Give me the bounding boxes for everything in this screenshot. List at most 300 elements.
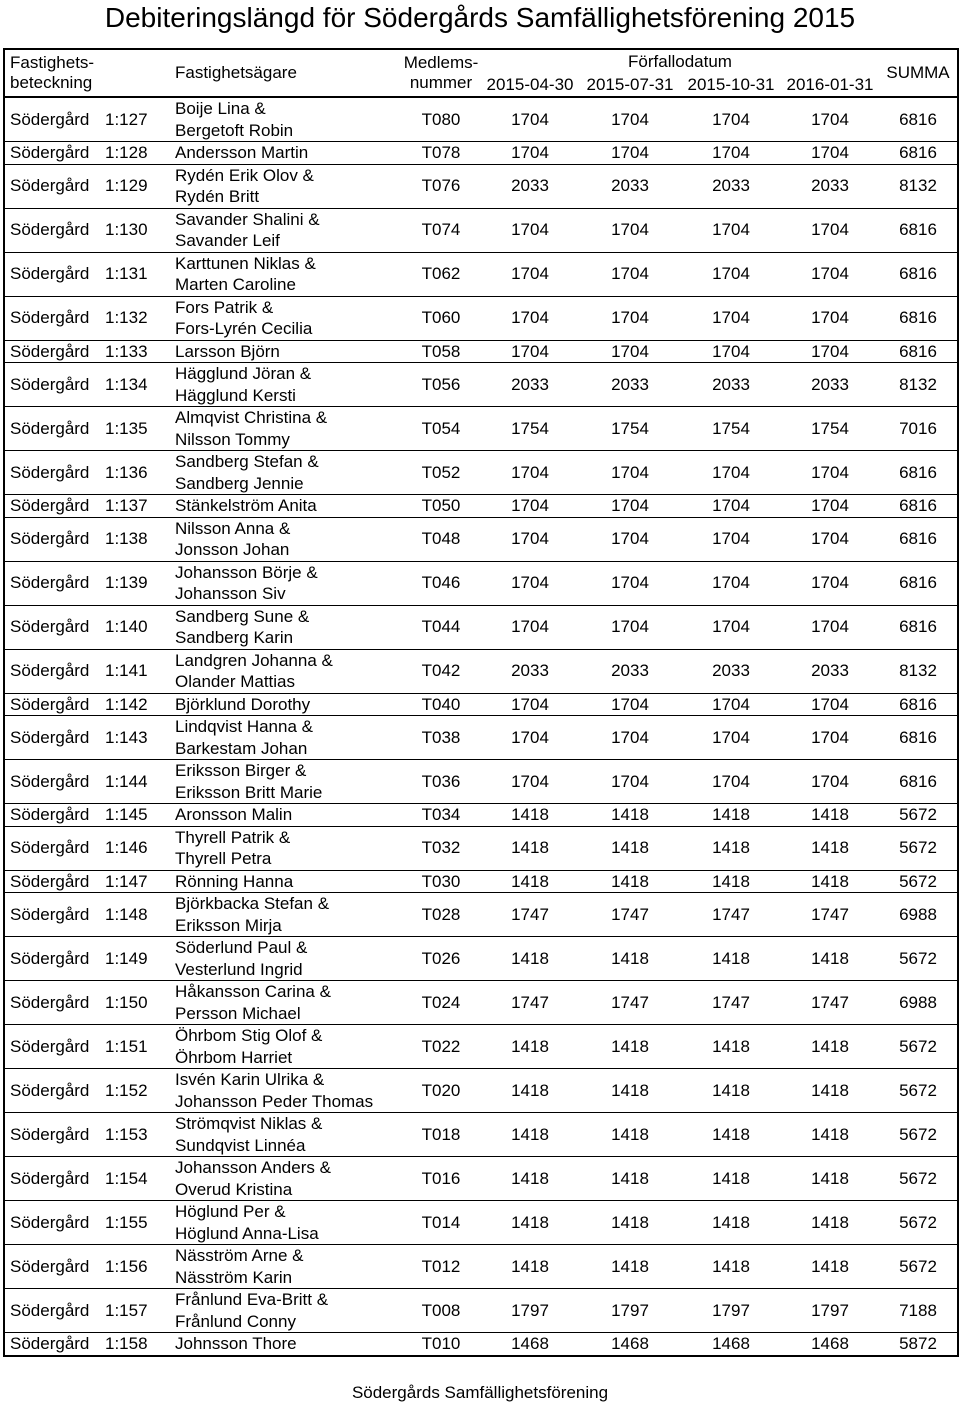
owner-cell (171, 296, 401, 340)
table-row (4, 1201, 958, 1245)
due-amount: 1704 (781, 142, 879, 165)
owner-cell (171, 716, 401, 760)
property-cell (4, 495, 171, 518)
property-area: Södergård (10, 529, 90, 549)
due-amount: 1418 (781, 1157, 879, 1201)
due-amount: 1418 (681, 1069, 781, 1113)
property-plot: 1:134 (105, 374, 148, 394)
owner-cell (171, 649, 401, 693)
sum-amount: 6988 (879, 893, 958, 937)
due-amount: 1704 (781, 693, 879, 716)
due-amount: 1704 (681, 97, 781, 142)
sum-amount: 6816 (879, 252, 958, 296)
property-plot: 1:148 (105, 904, 148, 924)
property-cell (4, 804, 171, 827)
due-amount: 1704 (481, 760, 579, 804)
sum-amount: 5672 (879, 870, 958, 893)
property-area: Södergård (10, 1212, 90, 1232)
due-amount: 1418 (781, 1245, 879, 1289)
owner-name: Eriksson Britt Marie (175, 782, 323, 802)
owner-name: Sandberg Jennie (175, 473, 304, 493)
owner-cell (171, 804, 401, 827)
member-number: T040 (401, 693, 481, 716)
due-amount: 1704 (481, 693, 579, 716)
property-plot: 1:151 (105, 1036, 148, 1056)
property-plot: 1:156 (105, 1256, 148, 1276)
table-row (4, 605, 958, 649)
sum-amount: 7016 (879, 407, 958, 451)
property-cell (4, 826, 171, 870)
owner-cell (171, 893, 401, 937)
property-cell (4, 1113, 171, 1157)
due-amount: 1704 (481, 252, 579, 296)
due-amount: 1418 (579, 870, 681, 893)
due-amount: 1418 (481, 826, 579, 870)
due-amount: 1754 (681, 407, 781, 451)
property-area: Södergård (10, 341, 90, 361)
due-amount: 2033 (681, 649, 781, 693)
sum-amount: 6816 (879, 605, 958, 649)
due-amount: 1704 (681, 693, 781, 716)
member-number: T054 (401, 407, 481, 451)
due-amount: 1747 (579, 893, 681, 937)
member-number: T032 (401, 826, 481, 870)
due-amount: 1418 (481, 1069, 579, 1113)
property-area: Södergård (10, 694, 90, 714)
due-amount: 1704 (681, 517, 781, 561)
header-due-date: 2016-01-31 (781, 73, 879, 97)
owner-name: Barkestam Johan (175, 738, 308, 758)
member-number: T074 (401, 208, 481, 252)
due-amount: 1704 (481, 517, 579, 561)
due-amount: 1747 (781, 893, 879, 937)
due-amount: 1704 (781, 716, 879, 760)
property-area: Södergård (10, 573, 90, 593)
due-amount: 1418 (781, 870, 879, 893)
member-number: T046 (401, 561, 481, 605)
due-amount: 1704 (579, 716, 681, 760)
owner-name: Sandberg Stefan & (175, 452, 319, 471)
property-area: Södergård (10, 1334, 90, 1353)
due-amount: 1704 (681, 716, 781, 760)
owner-name: Näsström Arne & (175, 1246, 304, 1265)
sum-amount: 5672 (879, 826, 958, 870)
owner-cell (171, 208, 401, 252)
owner-name: Johansson Anders & (175, 1158, 331, 1177)
table-row (4, 1245, 958, 1289)
due-amount: 1704 (681, 561, 781, 605)
member-number: T062 (401, 252, 481, 296)
property-plot: 1:155 (105, 1212, 148, 1232)
owner-name: Frånlund Eva-Britt & (175, 1290, 329, 1309)
owner-cell (171, 826, 401, 870)
member-number: T056 (401, 363, 481, 407)
due-amount: 1704 (781, 296, 879, 340)
due-amount: 1747 (781, 981, 879, 1025)
due-amount: 1704 (681, 340, 781, 363)
table-row (4, 164, 958, 208)
member-number: T020 (401, 1069, 481, 1113)
header-owner: Fastighetsägare (171, 49, 401, 97)
owner-name: Bergetoft Robin (175, 120, 294, 140)
owner-name: Söderlund Paul & (175, 938, 308, 957)
member-number: T060 (401, 296, 481, 340)
table-row (4, 893, 958, 937)
sum-amount: 5872 (879, 1333, 958, 1356)
due-amount: 1797 (781, 1289, 879, 1333)
due-amount: 1418 (481, 1201, 579, 1245)
due-amount: 1418 (481, 1245, 579, 1289)
owner-name: Lindqvist Hanna & (175, 717, 313, 736)
property-plot: 1:154 (105, 1168, 148, 1188)
due-amount: 2033 (681, 363, 781, 407)
owner-name: Thyrell Patrik & (175, 827, 291, 847)
property-plot: 1:130 (105, 220, 148, 240)
due-amount: 1704 (481, 495, 579, 518)
property-plot: 1:145 (105, 805, 148, 824)
owner-name: Aronsson Malin (175, 805, 293, 824)
property-cell (4, 870, 171, 893)
owner-cell (171, 407, 401, 451)
due-amount: 1704 (681, 605, 781, 649)
due-amount: 1418 (681, 1025, 781, 1069)
due-amount: 1418 (681, 1201, 781, 1245)
property-plot: 1:150 (105, 992, 148, 1012)
owner-name: Frånlund Conny (175, 1311, 296, 1331)
table-row (4, 1025, 958, 1069)
header-member (401, 49, 481, 97)
due-amount: 1418 (579, 1069, 681, 1113)
due-amount: 1418 (681, 937, 781, 981)
due-amount: 1754 (579, 407, 681, 451)
member-number: T012 (401, 1245, 481, 1289)
table-row (4, 870, 958, 893)
owner-name: Fors-Lyrén Cecilia (175, 319, 313, 338)
owner-cell (171, 495, 401, 518)
due-amount: 1704 (781, 340, 879, 363)
member-number: T044 (401, 605, 481, 649)
property-area: Södergård (10, 805, 90, 824)
owner-name: Öhrbom Stig Olof & (175, 1026, 323, 1045)
property-area: Södergård (10, 264, 90, 284)
owner-cell (171, 1113, 401, 1157)
sum-amount: 6816 (879, 495, 958, 518)
due-amount: 1797 (681, 1289, 781, 1333)
due-amount: 1704 (681, 208, 781, 252)
due-amount: 1704 (579, 451, 681, 495)
property-cell (4, 451, 171, 495)
due-amount: 1468 (579, 1333, 681, 1356)
header-property (4, 49, 171, 97)
owner-cell (171, 1069, 401, 1113)
property-cell (4, 97, 171, 142)
sum-amount: 5672 (879, 937, 958, 981)
due-amount: 1418 (481, 937, 579, 981)
property-area: Södergård (10, 1256, 90, 1276)
owner-cell (171, 937, 401, 981)
owner-cell (171, 1201, 401, 1245)
due-amount: 1704 (781, 97, 879, 142)
member-number: T050 (401, 495, 481, 518)
due-amount: 1704 (781, 561, 879, 605)
owner-cell (171, 517, 401, 561)
owner-cell (171, 870, 401, 893)
owner-name: Overud Kristina (175, 1179, 293, 1199)
owner-name: Boije Lina & (175, 99, 266, 118)
owner-name: Eriksson Birger & (175, 761, 307, 780)
property-cell (4, 252, 171, 296)
table-header (4, 49, 958, 97)
sum-amount: 6816 (879, 716, 958, 760)
due-amount: 1704 (579, 495, 681, 518)
owner-name: Näsström Karin (175, 1267, 293, 1287)
property-plot: 1:129 (105, 176, 148, 196)
member-number: T030 (401, 870, 481, 893)
owner-name: Almqvist Christina & (175, 408, 328, 427)
due-amount: 1704 (579, 760, 681, 804)
owner-name: Eriksson Mirja (175, 915, 282, 935)
due-amount: 2033 (481, 164, 579, 208)
due-amount: 1418 (681, 826, 781, 870)
property-cell (4, 716, 171, 760)
due-amount: 1704 (781, 605, 879, 649)
due-amount: 1418 (579, 1201, 681, 1245)
owner-name: Fors Patrik & (175, 297, 274, 317)
table-row (4, 716, 958, 760)
due-amount: 1704 (781, 252, 879, 296)
property-cell (4, 407, 171, 451)
property-area: Södergård (10, 1036, 90, 1056)
due-amount: 1418 (579, 937, 681, 981)
owner-cell (171, 340, 401, 363)
property-cell (4, 1289, 171, 1333)
owner-name: Andersson Martin (175, 143, 309, 162)
due-amount: 1797 (579, 1289, 681, 1333)
table-row (4, 1069, 958, 1113)
owner-name: Vesterlund Ingrid (175, 959, 303, 979)
due-amount: 1468 (681, 1333, 781, 1356)
header-member-line1: Medlems- (403, 53, 479, 72)
table-body (4, 97, 958, 1356)
owner-name: Larsson Björn (175, 341, 280, 361)
property-plot: 1:137 (105, 496, 148, 515)
property-area: Södergård (10, 1300, 90, 1320)
property-plot: 1:139 (105, 573, 148, 593)
owner-cell (171, 363, 401, 407)
owner-name: Jonsson Johan (175, 540, 290, 559)
sum-amount: 8132 (879, 649, 958, 693)
member-number: T026 (401, 937, 481, 981)
table-row (4, 760, 958, 804)
property-area: Södergård (10, 727, 90, 747)
property-area: Södergård (10, 109, 90, 129)
member-number: T042 (401, 649, 481, 693)
due-amount: 2033 (781, 363, 879, 407)
table-row (4, 407, 958, 451)
sum-amount: 6816 (879, 517, 958, 561)
property-plot: 1:157 (105, 1300, 148, 1320)
sum-amount: 6816 (879, 208, 958, 252)
owner-name: Björkbacka Stefan & (175, 894, 330, 913)
due-amount: 2033 (579, 363, 681, 407)
property-cell (4, 760, 171, 804)
property-area: Södergård (10, 220, 90, 240)
sum-amount: 6988 (879, 981, 958, 1025)
sum-amount: 5672 (879, 1201, 958, 1245)
table-row (4, 1113, 958, 1157)
due-amount: 1704 (481, 716, 579, 760)
due-amount: 1704 (481, 561, 579, 605)
owner-name: Höglund Per & (175, 1202, 286, 1221)
due-amount: 1754 (781, 407, 879, 451)
owner-name: Hägglund Jöran & (175, 364, 312, 383)
property-cell (4, 893, 171, 937)
member-number: T036 (401, 760, 481, 804)
property-plot: 1:144 (105, 771, 148, 791)
due-amount: 1747 (579, 981, 681, 1025)
property-plot: 1:147 (105, 871, 148, 891)
sum-amount: 5672 (879, 804, 958, 827)
member-number: T034 (401, 804, 481, 827)
header-due-date: 2015-10-31 (681, 73, 781, 97)
member-number: T024 (401, 981, 481, 1025)
due-amount: 1704 (579, 252, 681, 296)
due-amount: 1704 (681, 495, 781, 518)
property-area: Södergård (10, 771, 90, 791)
owner-name: Johansson Börje & (175, 562, 318, 582)
owner-name: Persson Michael (175, 1003, 301, 1023)
owner-name: Karttunen Niklas & (175, 253, 316, 273)
due-amount: 1418 (481, 1157, 579, 1201)
sum-amount: 5672 (879, 1069, 958, 1113)
owner-cell (171, 981, 401, 1025)
due-amount: 1468 (481, 1333, 579, 1356)
table-row (4, 1333, 958, 1356)
property-plot: 1:133 (105, 341, 148, 361)
property-area: Södergård (10, 661, 90, 681)
property-plot: 1:131 (105, 264, 148, 284)
sum-amount: 6816 (879, 340, 958, 363)
property-plot: 1:149 (105, 948, 148, 968)
property-cell (4, 142, 171, 165)
header-property-line2: beteckning (10, 73, 93, 92)
property-cell (4, 561, 171, 605)
member-number: T076 (401, 164, 481, 208)
owner-name: Rydén Erik Olov & (175, 165, 314, 185)
due-amount: 1754 (481, 407, 579, 451)
owner-name: Johansson Peder Thomas (175, 1091, 374, 1111)
owner-name: Sandberg Karin (175, 628, 294, 647)
due-amount: 1704 (579, 605, 681, 649)
member-number: T022 (401, 1025, 481, 1069)
property-area: Södergård (10, 176, 90, 196)
property-area: Södergård (10, 1080, 90, 1100)
property-cell (4, 693, 171, 716)
owner-name: Strömqvist Niklas & (175, 1114, 323, 1133)
property-cell (4, 340, 171, 363)
table-row (4, 495, 958, 518)
due-amount: 1704 (579, 693, 681, 716)
table-row (4, 561, 958, 605)
page-title: Debiteringslängd för Södergårds Samfällighetsförening 2015 (104, 2, 856, 33)
property-cell (4, 1025, 171, 1069)
owner-name: Rönning Hanna (175, 871, 294, 891)
property-plot: 1:152 (105, 1080, 148, 1100)
member-number: T038 (401, 716, 481, 760)
sum-amount: 5672 (879, 1113, 958, 1157)
due-amount: 1704 (781, 760, 879, 804)
property-cell (4, 517, 171, 561)
owner-cell (171, 451, 401, 495)
member-number: T078 (401, 142, 481, 165)
property-cell (4, 1333, 171, 1356)
due-amount: 1704 (481, 451, 579, 495)
due-amount: 1418 (579, 1025, 681, 1069)
table-row (4, 142, 958, 165)
property-plot: 1:132 (105, 308, 148, 328)
header-due-date-group: Förfallodatum (628, 51, 732, 71)
property-area: Södergård (10, 496, 90, 515)
due-amount: 1418 (579, 1157, 681, 1201)
due-amount: 1418 (481, 1025, 579, 1069)
due-amount: 1704 (579, 97, 681, 142)
header-due-date: 2015-07-31 (579, 73, 681, 97)
billing-ledger-table (3, 48, 959, 1357)
header-property-line1: Fastighets- (10, 53, 95, 72)
due-amount: 1418 (481, 1113, 579, 1157)
property-plot: 1:158 (105, 1334, 148, 1353)
due-amount: 1418 (681, 804, 781, 827)
due-amount: 2033 (781, 164, 879, 208)
owner-name: Björklund Dorothy (175, 694, 311, 714)
owner-cell (171, 760, 401, 804)
owner-cell (171, 1245, 401, 1289)
property-area: Södergård (10, 948, 90, 968)
due-amount: 1704 (681, 142, 781, 165)
due-amount: 1418 (781, 937, 879, 981)
member-number: T058 (401, 340, 481, 363)
due-amount: 2033 (481, 363, 579, 407)
sum-amount: 5672 (879, 1025, 958, 1069)
property-plot: 1:146 (105, 838, 148, 858)
property-area: Södergård (10, 143, 90, 162)
property-area: Södergård (10, 617, 90, 637)
property-plot: 1:140 (105, 617, 148, 637)
property-plot: 1:143 (105, 727, 148, 747)
property-cell (4, 363, 171, 407)
due-amount: 1704 (481, 97, 579, 142)
member-number: T008 (401, 1289, 481, 1333)
table-row (4, 1157, 958, 1201)
property-area: Södergård (10, 1168, 90, 1188)
owner-cell (171, 164, 401, 208)
due-amount: 1747 (681, 981, 781, 1025)
member-number: T014 (401, 1201, 481, 1245)
sum-amount: 7188 (879, 1289, 958, 1333)
due-amount: 1418 (579, 826, 681, 870)
due-amount: 1418 (781, 1069, 879, 1113)
due-amount: 1468 (781, 1333, 879, 1356)
owner-name: Höglund Anna-Lisa (175, 1223, 319, 1243)
table-row (4, 826, 958, 870)
due-amount: 1418 (579, 1113, 681, 1157)
due-amount: 1418 (481, 870, 579, 893)
due-amount: 1704 (579, 517, 681, 561)
owner-cell (171, 97, 401, 142)
property-plot: 1:128 (105, 143, 148, 162)
table-row (4, 340, 958, 363)
property-area: Södergård (10, 838, 90, 858)
